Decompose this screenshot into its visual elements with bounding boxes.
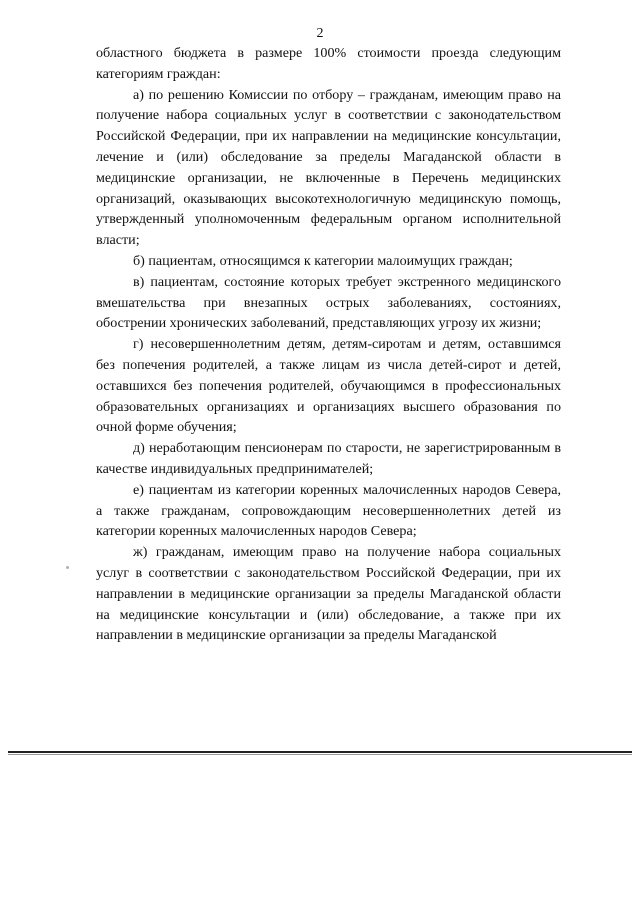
paragraph-item-v: в) пациентам, состояние которых требует экстренного медицинского вмешательства при внезапных острых заболеваниях, состояниях, обострении хронических заболеваний, представляющих угрозу их жизни; — [96, 273, 561, 332]
page-bottom-rule — [8, 751, 632, 753]
scan-speck — [66, 566, 69, 569]
paragraph-intro: областного бюджета в размере 100% стоимости проезда следующим категориям граждан: — [96, 45, 561, 82]
document-body — [96, 43, 561, 646]
paragraph-item-a: а) по решению Комиссии по отбору – гражданам, имеющим право на получение набора социальных услуг в соответствии с законодательством Российской Федерации, при их направлении на медицинские консультации, лечение и (или) обследование за пределы Магаданской области в медицинские организации, не включенные в Перечень медицинских организаций, оказывающих высокотехнологичную медицинскую помощь, утвержденный уполномоченным федеральным органом исполнительной власти; — [96, 86, 561, 249]
paragraph-item-g: г) несовершеннолетним детям, детям-сиротам и детям, оставшимся без попечения родителей, а также лицам из числа детей-сирот и детей, оставшихся без попечения родителей, обучающимся в профессиональных образовательных организациях и организациях высшего образования по очной форме обучения; — [96, 336, 561, 436]
paragraph-item-d: д) неработающим пенсионерам по старости, не зарегистрированным в качестве индивидуальных предпринимателей; — [96, 440, 561, 477]
page-bottom-rule-shadow — [8, 754, 632, 755]
paragraph-item-b: б) пациентам, относящимся к категории малоимущих граждан; — [133, 252, 513, 269]
paragraph-item-zh: ж) гражданам, имеющим право на получение набора социальных услуг в соответствии с законодательством Российской Федерации, при их направлении в медицинские организации за пределы Магаданской области на медицинские консультации и (или) обследование, а также при их направлении в медицинские организации за пределы Магаданской — [96, 544, 561, 644]
paragraph-item-e: е) пациентам из категории коренных малочисленных народов Севера, а также гражданам, сопровождающим несовершеннолетних детей из категории коренных малочисленных народов Севера; — [96, 481, 561, 540]
page-number: 2 — [316, 26, 324, 41]
